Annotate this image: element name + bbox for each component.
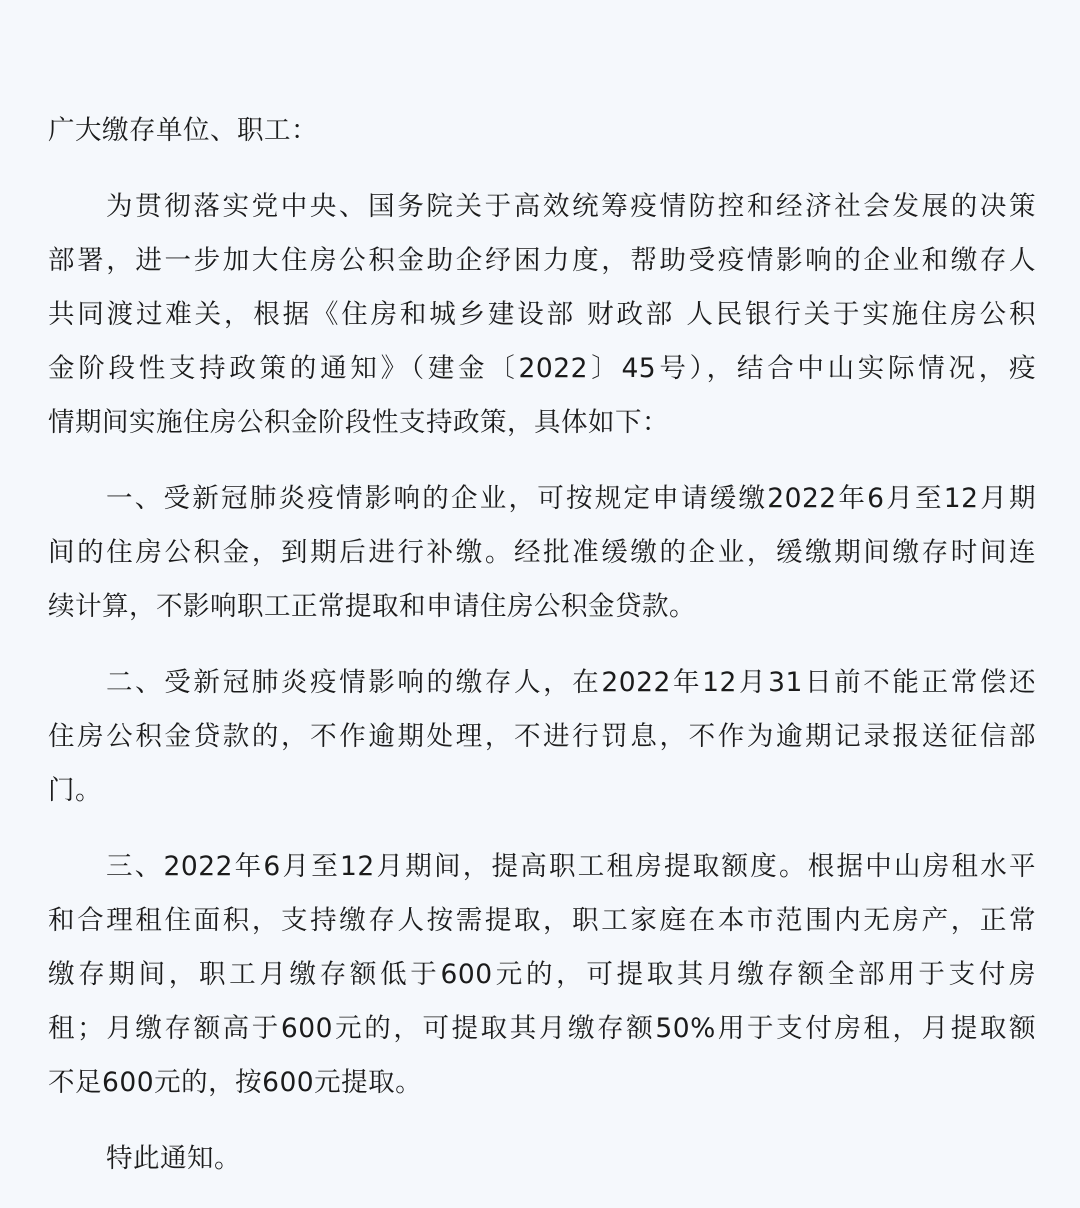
item-3-paragraph	[48, 840, 1036, 1110]
intro-line-1: 为贯彻落实党中央、国务院关于高效统筹疫情防控和经济社会发展的决策	[106, 191, 1036, 222]
item-3-line-2: 和合理租住面积，支持缴存人按需提取，职工家庭在本市范围内无房产，正常	[48, 905, 1036, 936]
item-2-line-2: 住房公积金贷款的，不作逾期处理，不进行罚息，不作为逾期记录报送征信部	[48, 721, 1036, 752]
notice-body	[48, 104, 1036, 1208]
item-2-line-1: 二、受新冠肺炎疫情影响的缴存人，在2022年12月31日前不能正常偿还	[106, 667, 1036, 698]
intro-line-3: 共同渡过难关，根据《住房和城乡建设部 财政部 人民银行关于实施住房公积	[48, 299, 1036, 330]
item-2-line-3: 门。	[48, 775, 102, 806]
item-1-line-1: 一、受新冠肺炎疫情影响的企业，可按规定申请缓缴2022年6月至12月期	[106, 483, 1036, 514]
intro-line-2: 部署，进一步加大住房公积金助企纾困力度，帮助受疫情影响的企业和缴存人	[48, 245, 1036, 276]
item-3-line-3: 缴存期间，职工月缴存额低于600元的，可提取其月缴存额全部用于支付房	[48, 959, 1036, 990]
intro-line-4: 金阶段性支持政策的通知》（建金〔2022〕45号），结合中山实际情况，疫	[48, 353, 1036, 384]
item-1-paragraph	[48, 472, 1036, 634]
closing-paragraph	[48, 1132, 1036, 1186]
item-2-paragraph	[48, 656, 1036, 818]
intro-line-5: 情期间实施住房公积金阶段性支持政策，具体如下：	[48, 407, 669, 438]
item-1-line-3: 续计算，不影响职工正常提取和申请住房公积金贷款。	[48, 591, 696, 622]
item-3-line-4: 租；月缴存额高于600元的，可提取其月缴存额50%用于支付房租，月提取额	[48, 1013, 1036, 1044]
item-3-line-5: 不足600元的，按600元提取。	[48, 1067, 423, 1098]
item-3-line-1: 三、2022年6月至12月期间，提高职工租房提取额度。根据中山房租水平	[106, 851, 1036, 882]
salutation-line: 广大缴存单位、职工：	[48, 115, 318, 146]
closing-line: 特此通知。	[106, 1143, 241, 1174]
intro-paragraph	[48, 180, 1036, 450]
item-1-line-2: 间的住房公积金，到期后进行补缴。经批准缓缴的企业，缓缴期间缴存时间连	[48, 537, 1036, 568]
salutation	[48, 104, 1036, 158]
